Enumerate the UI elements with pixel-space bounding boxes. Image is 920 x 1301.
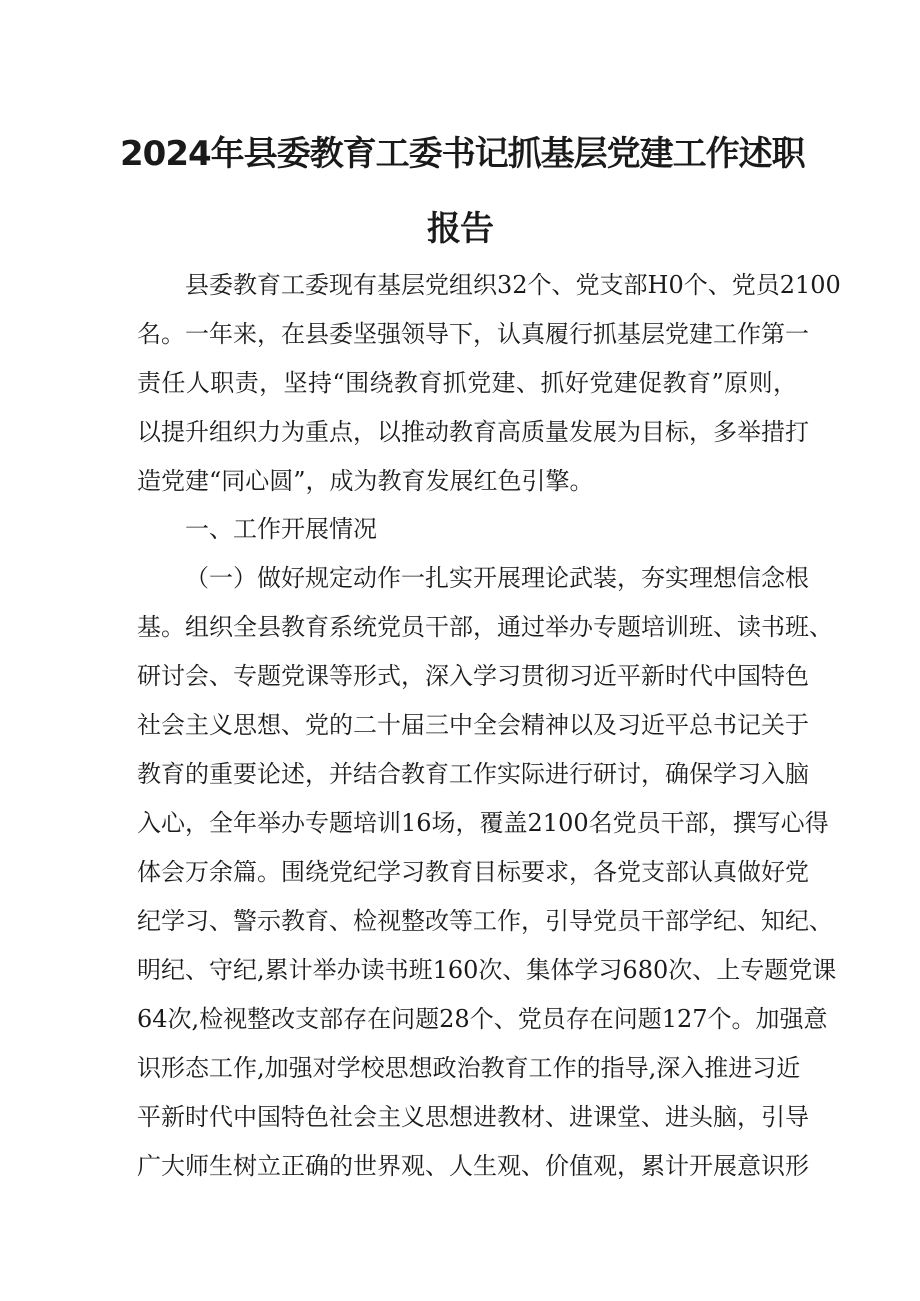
document-title-line-1: 2024年县委教育工委书记抓基层党建工作述职 — [120, 134, 805, 174]
document-title-line-2: 报告 — [427, 209, 493, 249]
paragraph-line: 明纪、守纪,累计举办读书班160次、集体学习680次、上专题党课 — [137, 956, 837, 984]
paragraph-line: 识形态工作,加强对学校思想政治教育工作的指导,深入推进习近 — [137, 1054, 801, 1082]
paragraph-line: 名。一年来，在县委坚强领导下，认真履行抓基层党建工作第一 — [137, 320, 809, 348]
paragraph-line: 纪学习、警示教育、检视整改等工作，引导党员干部学纪、知纪、 — [137, 907, 833, 935]
paragraph-line: 入心，全年举办专题培训16场，覆盖2100名党员干部，撰写心得 — [137, 809, 829, 837]
paragraph-line: 以提升组织力为重点，以推动教育高质量发展为目标，多举措打 — [137, 418, 809, 446]
paragraph-line: 基。组织全县教育系统党员干部，通过举办专题培训班、读书班、 — [137, 613, 833, 641]
paragraph-line: （一）做好规定动作一扎实开展理论武装，夯实理想信念根 — [185, 564, 809, 592]
paragraph-line: 体会万余篇。围绕党纪学习教育目标要求，各党支部认真做好党 — [137, 858, 809, 886]
paragraph-line: 研讨会、专题党课等形式，深入学习贯彻习近平新时代中国特色 — [137, 662, 809, 690]
section-heading: 一、工作开展情况 — [185, 515, 377, 543]
paragraph-line: 64次,检视整改支部存在问题28个、党员存在问题127个。加强意 — [137, 1005, 828, 1033]
paragraph-line: 社会主义思想、党的二十届三中全会精神以及习近平总书记关于 — [137, 711, 809, 739]
paragraph-line: 广大师生树立正确的世界观、人生观、价值观，累计开展意识形 — [137, 1152, 809, 1180]
paragraph-line: 教育的重要论述，并结合教育工作实际进行研讨，确保学习入脑 — [137, 760, 809, 788]
paragraph-line: 责任人职责，坚持“围绕教育抓党建、抓好党建促教育”原则， — [137, 369, 797, 397]
paragraph-line: 平新时代中国特色社会主义思想进教材、进课堂、进头脑，引导 — [137, 1103, 809, 1131]
paragraph-line: 造党建“同心圆”，成为教育发展红色引擎。 — [137, 467, 594, 495]
paragraph-line: 县委教育工委现有基层党组织32个、党支部H0个、党员2100 — [185, 271, 841, 299]
